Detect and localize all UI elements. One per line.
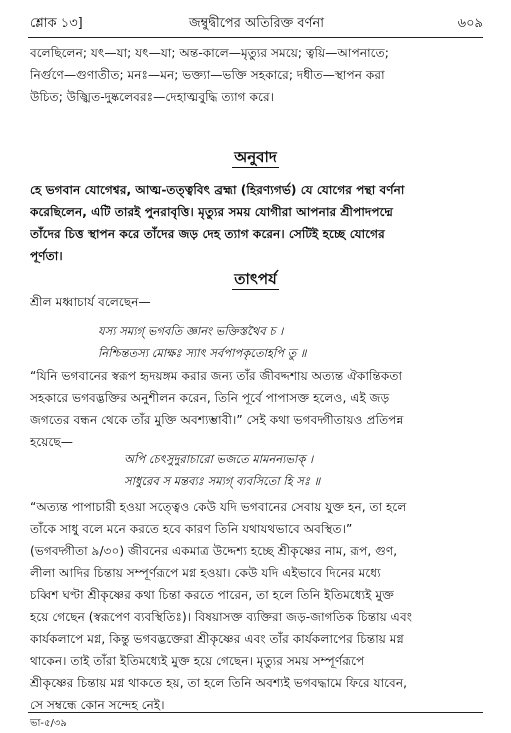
text-line: লীলা আদির চিন্তায় সম্পূর্ণরূপে মগ্ন হওয়া। কেউ যদি এইভাবে দিনের মধ্যে bbox=[30, 566, 381, 580]
text-line: থাকেন। তাই তাঁরা ইতিমধ্যেই মুক্ত হয়ে গেছেন। মৃত্যুর সময় সম্পূর্ণরূপে bbox=[30, 654, 365, 668]
purport-heading: তাৎপর্য bbox=[234, 270, 277, 288]
text-line: হয়েছে— bbox=[30, 435, 73, 449]
sanskrit-verse-1 bbox=[98, 320, 471, 364]
verse-reference: শ্লোক ১৩] bbox=[30, 16, 83, 31]
text-line: (ভগবদ্গীতা ৯/৩০) জীবনের একমাত্র উদ্দেশ্য হচ্ছে শ্রীকৃষ্ণের নাম, রূপ, গুণ, bbox=[30, 544, 398, 558]
text-line: সে সম্বন্ধে কোন সন্দেহ নেই। bbox=[30, 698, 165, 712]
text-line: কার্যকলাপে মগ্ন, কিন্তু ভগবদ্ভক্তেরা শ্রীকৃষ্ণের এবং তাঁর কার্যকলাপের চিন্তায় মগ্ন bbox=[30, 632, 404, 646]
signature-mark: ভা-৫/৩৯ bbox=[30, 718, 67, 729]
text-line: জগতের বন্ধন থেকে তাঁর মুক্তি অবশ্যম্ভাবী।” সেই কথা ভগবদ্গীতায়ও প্রতিপন্ন bbox=[30, 413, 404, 427]
text-line: উচিত; উজ্ঝিত-দুষ্কলেবরঃ—দেহাত্মবুদ্ধি ত্যাগ করে। bbox=[30, 90, 275, 104]
text-line: শ্রীকৃষ্ণের চিন্তায় মগ্ন থাকতে হয়, তা হলে তিনি অবশ্যই ভগবদ্ধামে ফিরে যাবেন, bbox=[30, 676, 407, 690]
text-line: “অত্যন্ত পাপাচারী হওয়া সত্ত্বেও কেউ যদি ভগবানের সেবায় যুক্ত হন, তা হলে bbox=[30, 500, 407, 514]
text-line: হয়ে গেছেন (স্বরূপেণ ব্যবস্থিতিঃ)। বিষয়াসক্ত ব্যক্তিরা জড়-জাগতিক চিন্তায় এবং bbox=[30, 610, 412, 624]
text-line: পূর্ণতা। bbox=[30, 249, 63, 263]
text-line: বলেছিলেন; যৎ—যা; যৎ—যা; অন্ত-কালে—মৃত্যুর সময়ে; ত্বয়ি—আপনাতে; bbox=[30, 46, 389, 60]
verse-line: অপি চেৎসুদুরাচারো ভজতে মামনন্যভাক্ । bbox=[124, 452, 314, 466]
running-header bbox=[30, 14, 483, 36]
text-line: নির্গুণে—গুণাতীত; মনঃ—মন; ভক্ত্যা—ভক্তি সহকারে; দধীত—স্থাপন করা bbox=[30, 68, 385, 82]
sanskrit-verse-2 bbox=[124, 448, 471, 492]
purport-paragraph-1 bbox=[30, 365, 483, 453]
translation-paragraph bbox=[30, 179, 483, 267]
verse-line: নিশ্চিন্ততস্য মোক্ষঃ স্যাৎ সর্বপাপকৃতোহপি তু ॥ bbox=[98, 346, 307, 360]
verse-line: সাধুরেব স মন্তব্যঃ সম্যগ্ ব্যবসিতো হি সঃ ॥ bbox=[124, 474, 321, 488]
text-line: “যিনি ভগবানের স্বরূপ হৃদয়ঙ্গম করার জন্য তাঁর জীবদ্দশায় অত্যন্ত ঐকান্তিকতা bbox=[30, 369, 403, 383]
text-line: তাঁকে সাধু বলে মনে করতে হবে কারণ তিনি যথাযথভাবে অবস্থিত।” bbox=[30, 522, 353, 536]
text-line: হে ভগবান যোগেশ্বর, আত্ম-তত্ত্ববিৎ ব্রহ্মা (হিরণ্যগর্ভ) যে যোগের পন্থা বর্ণনা bbox=[30, 183, 405, 197]
text-line: করেছিলেন, এটি তারই পুনরাবৃত্তি। মৃত্যুর সময় যোগীরা আপনার শ্রীপাদপদ্মে bbox=[30, 205, 393, 219]
text-line: শ্রীল মধ্বাচার্য বলেছেন— bbox=[30, 295, 151, 309]
purport-paragraph-2 bbox=[30, 496, 483, 716]
purport-intro bbox=[30, 291, 483, 313]
synonyms-paragraph bbox=[30, 42, 483, 108]
header-rule bbox=[28, 37, 483, 38]
text-line: চব্বিশ ঘণ্টা শ্রীকৃষ্ণের কথা চিন্তা করতে পারেন, তা হলে তিনি ইতিমধ্যেই মুক্ত bbox=[30, 588, 394, 602]
verse-line: যস্য সম্যগ্ ভগবতি জ্ঞানং ভক্তিস্তথৈব চ । bbox=[98, 324, 284, 338]
footer-rule bbox=[28, 712, 483, 713]
text-line: সহকারে ভগবদ্ভক্তির অনুশীলন করেন, তিনি পূর্বে পাপাসক্ত হলেও, এই জড় bbox=[30, 391, 390, 405]
page-number: ৬০৯ bbox=[457, 16, 483, 31]
chapter-title: জম্বুদ্বীপের অতিরিক্ত বর্ণনা bbox=[188, 16, 325, 31]
text-line: তাঁদের চিত্ত স্থাপন করে তাঁদের জড় দেহ ত্যাগ করেন। সেটিই হচ্ছে যোগের bbox=[30, 227, 385, 241]
translation-heading: অনুবাদ bbox=[234, 148, 277, 166]
